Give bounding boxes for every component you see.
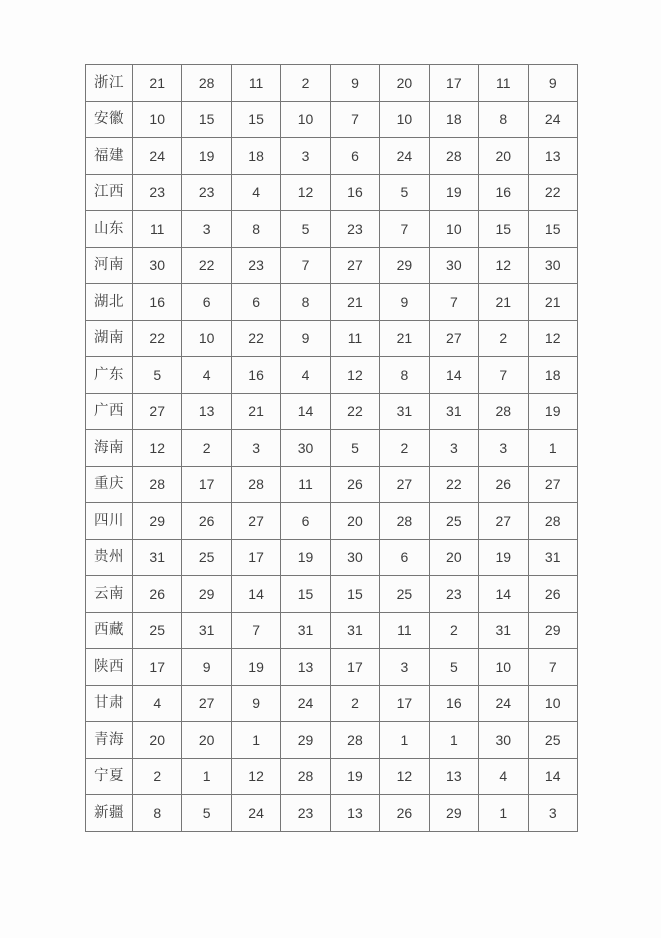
table-cell: 29 (182, 576, 231, 613)
table-cell: 23 (429, 576, 478, 613)
table-cell: 4 (231, 174, 280, 211)
table-cell: 31 (429, 393, 478, 430)
table-cell: 18 (528, 357, 577, 394)
table-cell: 17 (380, 685, 429, 722)
province-label: 陕西 (86, 649, 133, 686)
table-cell: 9 (231, 685, 280, 722)
table-cell: 17 (182, 466, 231, 503)
table-cell: 10 (182, 320, 231, 357)
table-cell: 13 (429, 758, 478, 795)
table-cell: 28 (429, 138, 478, 175)
province-label: 新疆 (86, 795, 133, 832)
table-cell: 31 (380, 393, 429, 430)
table-cell: 16 (479, 174, 528, 211)
table-cell: 24 (380, 138, 429, 175)
table-cell: 9 (182, 649, 231, 686)
table-cell: 15 (479, 211, 528, 248)
province-label: 湖北 (86, 284, 133, 321)
table-row (86, 722, 578, 759)
table-cell: 20 (479, 138, 528, 175)
table-cell: 25 (182, 539, 231, 576)
table-cell: 19 (281, 539, 330, 576)
table-cell: 23 (231, 247, 280, 284)
table-cell: 20 (330, 503, 379, 540)
table-row (86, 576, 578, 613)
table-cell: 7 (429, 284, 478, 321)
table-cell: 23 (133, 174, 182, 211)
table-cell: 27 (133, 393, 182, 430)
table-cell: 13 (330, 795, 379, 832)
table-cell: 3 (528, 795, 577, 832)
province-label: 重庆 (86, 466, 133, 503)
table-cell: 23 (182, 174, 231, 211)
province-label: 浙江 (86, 65, 133, 102)
table-cell: 19 (528, 393, 577, 430)
table-cell: 2 (330, 685, 379, 722)
table-cell: 3 (281, 138, 330, 175)
table-cell: 31 (330, 612, 379, 649)
table-cell: 21 (330, 284, 379, 321)
province-label: 海南 (86, 430, 133, 467)
table-cell: 18 (429, 101, 478, 138)
table-cell: 27 (528, 466, 577, 503)
table-row (86, 393, 578, 430)
table-cell: 22 (528, 174, 577, 211)
table-cell: 7 (231, 612, 280, 649)
table-cell: 5 (281, 211, 330, 248)
table-cell: 21 (528, 284, 577, 321)
table-cell: 1 (528, 430, 577, 467)
table-cell: 19 (429, 174, 478, 211)
table-cell: 19 (330, 758, 379, 795)
table-cell: 4 (182, 357, 231, 394)
table-cell: 21 (380, 320, 429, 357)
table-cell: 26 (330, 466, 379, 503)
table-cell: 12 (330, 357, 379, 394)
table-cell: 12 (380, 758, 429, 795)
table-row (86, 211, 578, 248)
table-cell: 27 (380, 466, 429, 503)
table-cell: 27 (429, 320, 478, 357)
table-cell: 3 (231, 430, 280, 467)
table-cell: 8 (133, 795, 182, 832)
table-cell: 13 (182, 393, 231, 430)
table-cell: 5 (330, 430, 379, 467)
table-cell: 9 (330, 65, 379, 102)
table-cell: 7 (479, 357, 528, 394)
table-cell: 2 (380, 430, 429, 467)
table-cell: 15 (182, 101, 231, 138)
province-label: 宁夏 (86, 758, 133, 795)
table-cell: 23 (330, 211, 379, 248)
table-cell: 20 (133, 722, 182, 759)
province-label: 云南 (86, 576, 133, 613)
table-cell: 14 (528, 758, 577, 795)
table-cell: 31 (479, 612, 528, 649)
table-cell: 23 (281, 795, 330, 832)
table-cell: 15 (231, 101, 280, 138)
province-label: 广西 (86, 393, 133, 430)
table-cell: 13 (281, 649, 330, 686)
table-cell: 12 (133, 430, 182, 467)
table-row (86, 685, 578, 722)
table-row (86, 758, 578, 795)
table-row (86, 795, 578, 832)
table-row (86, 503, 578, 540)
table-cell: 6 (182, 284, 231, 321)
table-cell: 8 (231, 211, 280, 248)
table-row (86, 612, 578, 649)
table-row (86, 138, 578, 175)
table-cell: 5 (429, 649, 478, 686)
table-cell: 26 (380, 795, 429, 832)
table-cell: 9 (281, 320, 330, 357)
table-cell: 10 (133, 101, 182, 138)
table-cell: 22 (133, 320, 182, 357)
table-cell: 24 (231, 795, 280, 832)
table-row (86, 284, 578, 321)
table-cell: 11 (479, 65, 528, 102)
table-cell: 20 (182, 722, 231, 759)
table-cell: 2 (429, 612, 478, 649)
province-label: 青海 (86, 722, 133, 759)
table-cell: 5 (380, 174, 429, 211)
table-cell: 24 (133, 138, 182, 175)
table-cell: 28 (281, 758, 330, 795)
province-label: 河南 (86, 247, 133, 284)
table-cell: 30 (479, 722, 528, 759)
table-cell: 28 (479, 393, 528, 430)
table-cell: 22 (231, 320, 280, 357)
table-cell: 28 (380, 503, 429, 540)
table-cell: 29 (429, 795, 478, 832)
table-cell: 11 (133, 211, 182, 248)
table-cell: 6 (330, 138, 379, 175)
table-row (86, 320, 578, 357)
table-cell: 4 (281, 357, 330, 394)
table-cell: 10 (281, 101, 330, 138)
table-cell: 31 (281, 612, 330, 649)
table-cell: 27 (231, 503, 280, 540)
table-cell: 26 (182, 503, 231, 540)
table-cell: 31 (133, 539, 182, 576)
table-cell: 15 (281, 576, 330, 613)
table-cell: 15 (528, 211, 577, 248)
table-cell: 14 (231, 576, 280, 613)
table-row (86, 539, 578, 576)
table-cell: 17 (429, 65, 478, 102)
table-row (86, 101, 578, 138)
table-cell: 29 (380, 247, 429, 284)
table-cell: 14 (281, 393, 330, 430)
table-cell: 12 (231, 758, 280, 795)
table-cell: 22 (429, 466, 478, 503)
province-label: 安徽 (86, 101, 133, 138)
table-cell: 25 (133, 612, 182, 649)
table-cell: 9 (380, 284, 429, 321)
table-body (86, 65, 578, 832)
table-row (86, 357, 578, 394)
table-cell: 13 (528, 138, 577, 175)
table-cell: 17 (133, 649, 182, 686)
table-cell: 1 (231, 722, 280, 759)
table-cell: 19 (231, 649, 280, 686)
table-cell: 10 (479, 649, 528, 686)
table-cell: 31 (182, 612, 231, 649)
table-cell: 8 (380, 357, 429, 394)
table-cell: 12 (479, 247, 528, 284)
table-cell: 17 (330, 649, 379, 686)
table-cell: 28 (330, 722, 379, 759)
table-cell: 26 (528, 576, 577, 613)
table-cell: 3 (479, 430, 528, 467)
table-cell: 18 (231, 138, 280, 175)
province-data-table (85, 64, 578, 832)
province-label: 广东 (86, 357, 133, 394)
table-cell: 6 (380, 539, 429, 576)
table-cell: 4 (479, 758, 528, 795)
table-cell: 19 (182, 138, 231, 175)
table-cell: 27 (479, 503, 528, 540)
table-cell: 20 (429, 539, 478, 576)
table-cell: 6 (231, 284, 280, 321)
table-cell: 11 (281, 466, 330, 503)
table-cell: 9 (528, 65, 577, 102)
table-cell: 1 (380, 722, 429, 759)
table-cell: 22 (330, 393, 379, 430)
table-cell: 27 (182, 685, 231, 722)
table-row (86, 247, 578, 284)
table-cell: 10 (528, 685, 577, 722)
table-row (86, 174, 578, 211)
table-cell: 16 (429, 685, 478, 722)
table-cell: 3 (182, 211, 231, 248)
table-cell: 2 (479, 320, 528, 357)
table-cell: 8 (479, 101, 528, 138)
table-cell: 30 (281, 430, 330, 467)
table-cell: 21 (231, 393, 280, 430)
table-cell: 3 (429, 430, 478, 467)
table-cell: 24 (281, 685, 330, 722)
table-cell: 24 (528, 101, 577, 138)
table-cell: 16 (330, 174, 379, 211)
table-cell: 4 (133, 685, 182, 722)
table-cell: 21 (133, 65, 182, 102)
table-cell: 7 (330, 101, 379, 138)
table-cell: 28 (133, 466, 182, 503)
table-cell: 25 (429, 503, 478, 540)
province-label: 江西 (86, 174, 133, 211)
table-cell: 11 (231, 65, 280, 102)
table-cell: 2 (133, 758, 182, 795)
table-cell: 7 (528, 649, 577, 686)
table-cell: 30 (429, 247, 478, 284)
table-cell: 7 (380, 211, 429, 248)
table-cell: 30 (330, 539, 379, 576)
table-cell: 1 (429, 722, 478, 759)
table-cell: 27 (330, 247, 379, 284)
table-cell: 30 (133, 247, 182, 284)
province-label: 西藏 (86, 612, 133, 649)
province-label: 四川 (86, 503, 133, 540)
table-cell: 1 (182, 758, 231, 795)
table-cell: 16 (133, 284, 182, 321)
table-cell: 12 (528, 320, 577, 357)
table-row (86, 466, 578, 503)
table-cell: 22 (182, 247, 231, 284)
table-cell: 17 (231, 539, 280, 576)
table-cell: 21 (479, 284, 528, 321)
table-cell: 11 (330, 320, 379, 357)
table-cell: 25 (528, 722, 577, 759)
table-cell: 12 (281, 174, 330, 211)
table-cell: 10 (429, 211, 478, 248)
table-cell: 24 (479, 685, 528, 722)
table-row (86, 65, 578, 102)
table-row (86, 649, 578, 686)
table-cell: 29 (281, 722, 330, 759)
table-cell: 20 (380, 65, 429, 102)
province-label: 甘肃 (86, 685, 133, 722)
table-cell: 16 (231, 357, 280, 394)
province-label: 福建 (86, 138, 133, 175)
table-cell: 26 (133, 576, 182, 613)
table-cell: 1 (479, 795, 528, 832)
table-cell: 2 (281, 65, 330, 102)
table-cell: 6 (281, 503, 330, 540)
table-cell: 2 (182, 430, 231, 467)
table-cell: 19 (479, 539, 528, 576)
table-cell: 14 (429, 357, 478, 394)
table-cell: 5 (133, 357, 182, 394)
table-cell: 25 (380, 576, 429, 613)
province-label: 贵州 (86, 539, 133, 576)
table-cell: 30 (528, 247, 577, 284)
table-cell: 10 (380, 101, 429, 138)
table-cell: 3 (380, 649, 429, 686)
table-cell: 11 (380, 612, 429, 649)
table-cell: 31 (528, 539, 577, 576)
table-cell: 15 (330, 576, 379, 613)
table-cell: 28 (182, 65, 231, 102)
province-label: 湖南 (86, 320, 133, 357)
table-cell: 26 (479, 466, 528, 503)
table-cell: 14 (479, 576, 528, 613)
table-cell: 28 (231, 466, 280, 503)
table-cell: 29 (528, 612, 577, 649)
table-cell: 8 (281, 284, 330, 321)
table-cell: 28 (528, 503, 577, 540)
table-cell: 5 (182, 795, 231, 832)
table-cell: 29 (133, 503, 182, 540)
table-row (86, 430, 578, 467)
province-label: 山东 (86, 211, 133, 248)
table-cell: 7 (281, 247, 330, 284)
